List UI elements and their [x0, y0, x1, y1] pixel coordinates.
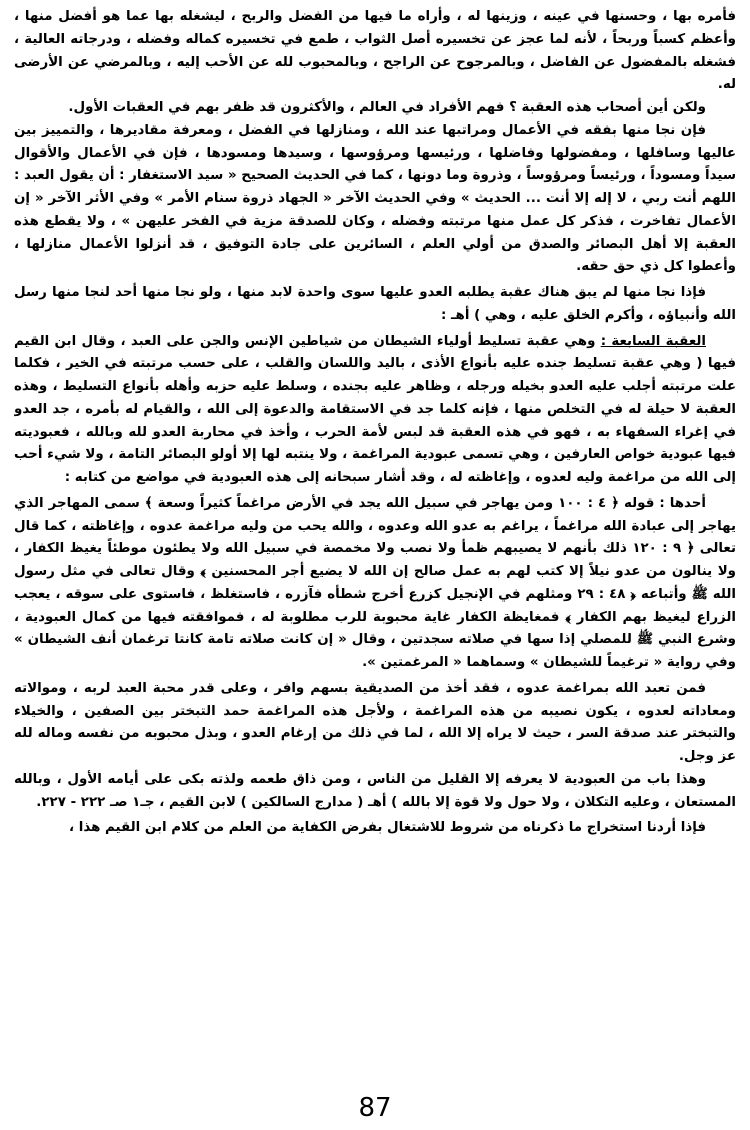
paragraph-3 — [14, 120, 736, 279]
paragraph-9 — [14, 817, 736, 840]
page-number: 87 — [358, 1093, 392, 1123]
paragraph-8-text: وهذا باب من العبودية لا يعرفه إلا القليل من الناس ، ومن ذاق طعمه ولذته بكى على أيامه الأول ، وبالله المستعان ، وعليه التكلان ، ولا حول ولا قوة إلا بالله ) أهـ ( مدارج السالكين ) لابن القيم ، جـ١ صـ ٢٢٢ - ٢٢٧. — [14, 771, 736, 810]
paragraph-4-text: فإذا نجا منها لم يبق هناك عقبة يطلبه العدو عليها سوى واحدة لابد منها ، ولو نجا منها أحد لنجا منها رسل الله وأنبياؤه ، وأكرم الخلق عليه ، وهي ) أهـ : — [14, 285, 736, 323]
paragraph-2-text: ولكن أين أصحاب هذه العقبة ؟ فهم الأفراد في العالم ، والأكثرون قد ظفر بهم في العقبات الأول. — [68, 100, 706, 115]
paragraph-6-text: أحدها : قوله ﴿ ٤ : ١٠٠ ومن يهاجر في سبيل الله يجد في الأرض مراغماً كثيراً وسعة ﴾ سمى المهاجر الذي يهاجر إلى عبادة الله مراغماً ، يراغم به عدو الله وعدوه ، والله يحب من وليه مراغمة عدوه ، وإغاظته ، كما قال تعالى ﴿ ٩ : ١٢٠ ذلك بأنهم لا يصيبهم ظمأ ولا نصب ولا مخمصة في سبيل الله ولا يطئون موطئاً يغيظ الكفار ، ولا ينالون من عدو نيلاً إلا كتب لهم به عمل صالح إن الله لا يضيع أجر المحسنين ﴾ وقال تعالى في مثل رسول الله ﷺ وأتباعه ﴿ ٤٨ : ٢٩ ومثلهم في الإنجيل كزرع أخرج شطأه فآزره ، فاستغلظ ، فاستوى على سوقه ، يعجب الزراع ليغيظ بهم الكفار ﴾ فمغايظة الكفار غاية محبوبة للرب مطلوبة له ، فموافقته فيها من كمال العبودية ، وشرع النبي ﷺ للمصلي إذا سها في صلاته سجدتين ، وقال « إن كانت صلاته تامة كانتا ترغمان أنف الشيطان » وفي رواية « ترغيماً للشيطان » وسماهما « المرغمتين ». — [14, 495, 736, 670]
paragraph-5-text: وهي عقبة تسليط أولياء الشيطان من شياطين الإنس والجن على العبد ، وقال ابن القيم فيها ( وهي عقبة تسليط جنده عليه بأنواع الأذى ، باليد واللسان والقلب ، على حسب مرتبته في الخير ، فكلما علت مرتبته أجلب عليه العدو بخيله ورجله ، وظاهر عليه بجنده ، وسلط عليه حزبه وأهله بأنواع التسليط ، وهذه العقبة لا حيلة له في التخلص منها ، فإنه كلما جد في الاستقامة والدعوة إلى الله ، والقيام له بأمره ، جد العدو في إغراء السفهاء به ، فهو في هذه العقبة قد لبس لأمة الحرب ، وأخذ في محاربة العدو لله وبالله ، فعبوديته فيها عبودية خواص العارفين ، وهي تسمى عبودية المراغمة ، ولا ينتبه لها إلا أولو البصائر التامة ، ولا شيء أحب إلى الله من مراغمة وليه لعدوه ، وإغاظته له ، وقد أشار سبحانه إلى هذه العبودية في مواضع من كتابه : — [14, 333, 736, 485]
paragraph-4 — [14, 282, 736, 328]
paragraph-8 — [14, 769, 736, 815]
paragraph-7-text: فمن تعبد الله بمراغمة عدوه ، فقد أخذ من الصديقية بسهم وافر ، وعلى قدر محبة العبد لربه ، وموالاته ومعاداته لعدوه ، يكون نصيبه من هذه المراغمة ، ولأجل هذه المراغمة حمد التبختر بين الصفين ، والخيلاء والتبختر عند صدقة السر ، حيث لا يراه إلا الله ، لما في ذلك من إرغام العدو ، وبذل محبوبه من نفسه وماله لله عز وجل. — [14, 680, 736, 764]
paragraph-5 — [14, 331, 736, 490]
paragraph-1-text: فأمره بها ، وحسنها في عينه ، وزينها له ، وأراه ما فيها من الفضل والربح ، ليشغله بها عما هو أفضل منها ، وأعظم كسباً وربحاً ، لأنه لما عجز عن تخسيره أصل الثواب ، طمع في تخسيره كماله وفضله ، ودرجاته العالية ، فشغله بالمفضول عن الفاضل ، وبالمرجوح عن الراجح ، وبالمحبوب لله عن الأحب إليه ، وبالمرضي عن الأرضى له. — [14, 9, 736, 93]
paragraph-7 — [14, 678, 736, 769]
document-page — [14, 6, 736, 1091]
paragraph-1 — [14, 6, 736, 97]
paragraph-9-text: فإذا أردنا استخراج ما ذكرناه من شروط للاشتغال بفرض الكفاية من العلم من كلام ابن القيم هذا ، — [69, 820, 706, 836]
paragraph-3-text: فإن نجا منها بفقه في الأعمال ومراتبها عند الله ، ومنازلها في الفضل ، ومعرفة مقاديرها ، والتمييز بين عاليها وسافلها ، ومفضولها وفاضلها ، ورئيسها ومرؤوسها ، وسيدها ومسودها ، فإن في الأعمال والأقوال سيداً ومسوداً ، ورئيساً ومرؤوساً ، وذروة وما دونها ، كما في الحديث الصحيح « سيد الاستغفار : أن يقول العبد : اللهم أنت ربي ، لا إله إلا أنت ... الحديث » وفي الحديث الآخر « الجهاد ذروة سنام الأمر » وفي الأثر الآخر « إن الأعمال تفاخرت ، فذكر كل عمل منها مرتبته وفضله ، وكان للصدقة مزية في الفخر عليهن » ، ولا يقطع هذه العقبة إلا أهل البصائر والصدق من أولي العلم ، السائرين على جادة التوفيق ، قد أنزلوا الأعمال منازلها ، وأعطوا كل ذي حق حقه. — [14, 122, 736, 275]
paragraph-6 — [14, 493, 736, 675]
paragraph-2 — [14, 97, 736, 120]
section-heading: العقبة السابعة : — [600, 333, 706, 349]
